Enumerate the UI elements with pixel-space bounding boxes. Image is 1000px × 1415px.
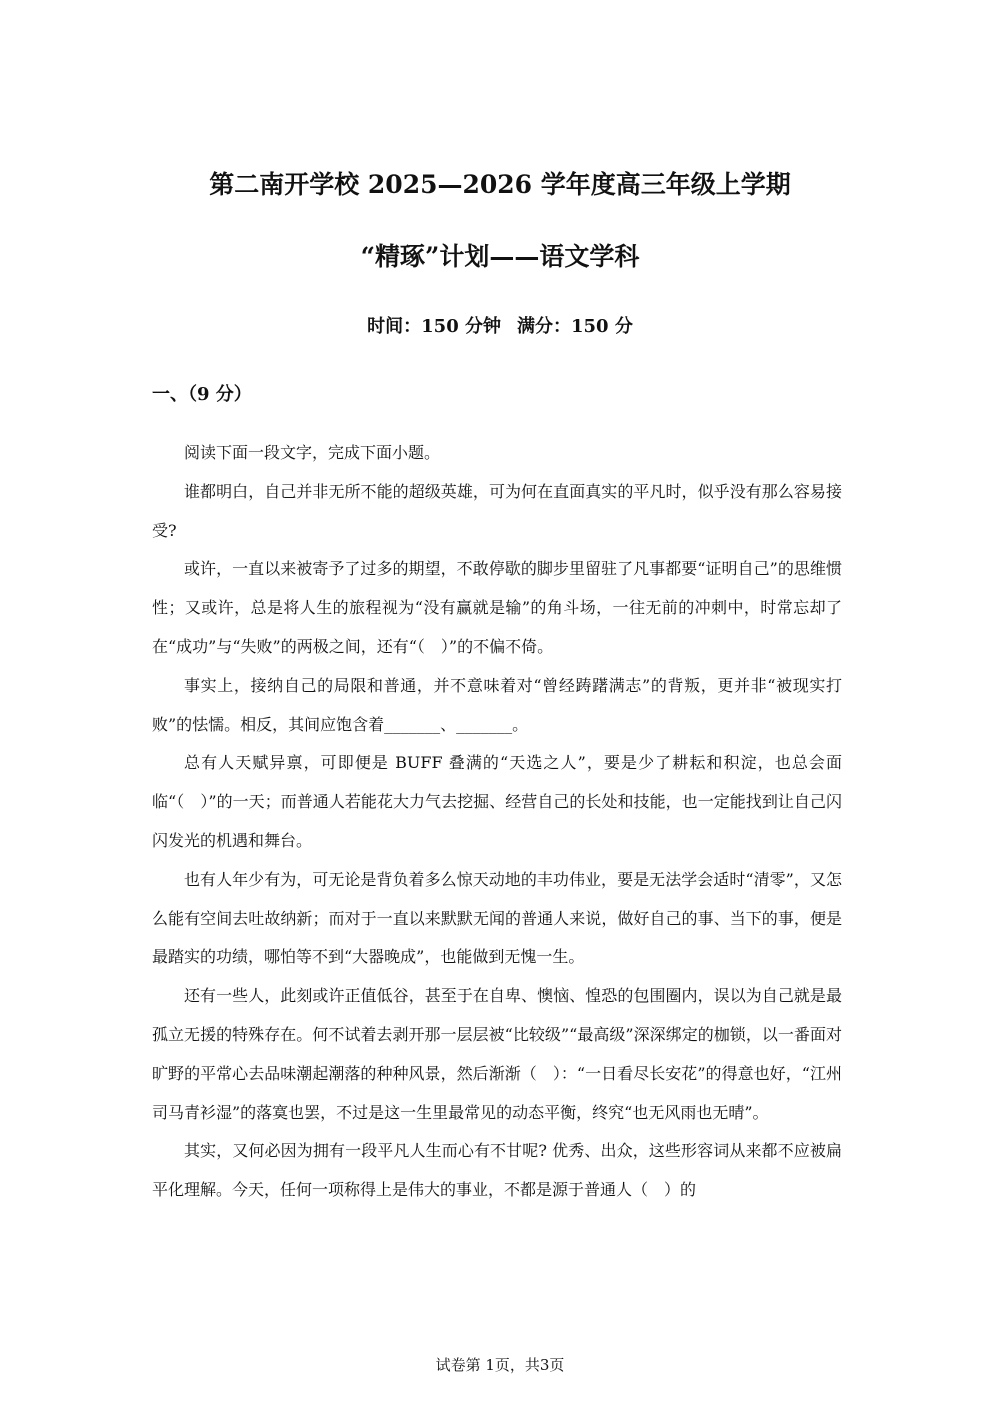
score-value: 150 分 [571,316,633,337]
paragraph: 或许，一直以来被寄予了过多的期望，不敢停歇的脚步里留驻了凡事都要“证明自己”的思维惯性；又或许，总是将人生的旅程视为“没有赢就是输”的角斗场，一往无前的冲刺中，时常忘却了在“成功”与“失败”的两极之间，还有“（ ）”的不偏不倚。 [152,559,842,656]
paragraph: 事实上，接纳自己的局限和普通，并不意味着对“曾经踌躇满志”的背叛，更并非“被现实打败”的怯懦。相反，其间应饱含着_______、_______。 [152,675,842,734]
exam-title: 第二南开学校 2025—2026 学年度高三年级上学期 [209,170,791,199]
paragraph: 阅读下面一段文字，完成下面小题。 [184,443,441,462]
time-value: 150 分钟 [421,316,501,337]
paragraph: 也有人年少有为，可无论是背负着多么惊天动地的丰功伟业，要是无法学会适时“清零”，又怎么能有空间去吐故纳新；而对于一直以来默默无闻的普通人来说，做好自己的事、当下的事，便是最踏实的功绩，哪怕等不到“大器晚成”，也能做到无愧一生。 [152,869,842,967]
paragraph: 其实，又何必因为拥有一段平凡人生而心有不甘呢? 优秀、出众，这些形容词从来都不应被扁平化理解。今天，任何一项称得上是伟大的事业，不都是源于普通人（ ）的 [152,1141,842,1200]
section-heading: 一、（9 分） [152,384,252,405]
paragraph: 还有一些人，此刻或许正值低谷，甚至于在自卑、懊恼、惶恐的包围圈内，误以为自己就是最孤立无援的特殊存在。何不试着去剥开那一层层被“比较级”“最高级”深深绑定的枷锁，以一番面对旷野的平常心去品味潮起潮落的种种风景，然后渐渐（ ）：“一日看尽长安花”的得意也好，“江州司马青衫湿”的落寞也罢，不过是这一生里最常见的动态平衡，终究“也无风雨也无晴”。 [152,986,842,1122]
exam-subtitle: “精琢”计划——语文学科 [360,242,640,271]
exam-meta [0,314,1000,340]
paragraph: 谁都明白，自己并非无所不能的超级英雄，可为何在直面真实的平凡时，似乎没有那么容易接受? [152,481,842,540]
time-label: 时间： [367,316,422,337]
score-label: 满分： [517,316,571,337]
page-footer: 试卷第 1页，共3页 [435,1356,565,1374]
reading-passage [152,434,842,1210]
paragraph: 总有人天赋异禀，可即便是 BUFF 叠满的“天选之人”，要是少了耕耘和积淀，也总会面临“（ ）”的一天；而普通人若能花大力气去挖掘、经营自己的长处和技能，也一定能找到让自己闪闪发光的机遇和舞台。 [152,753,842,850]
